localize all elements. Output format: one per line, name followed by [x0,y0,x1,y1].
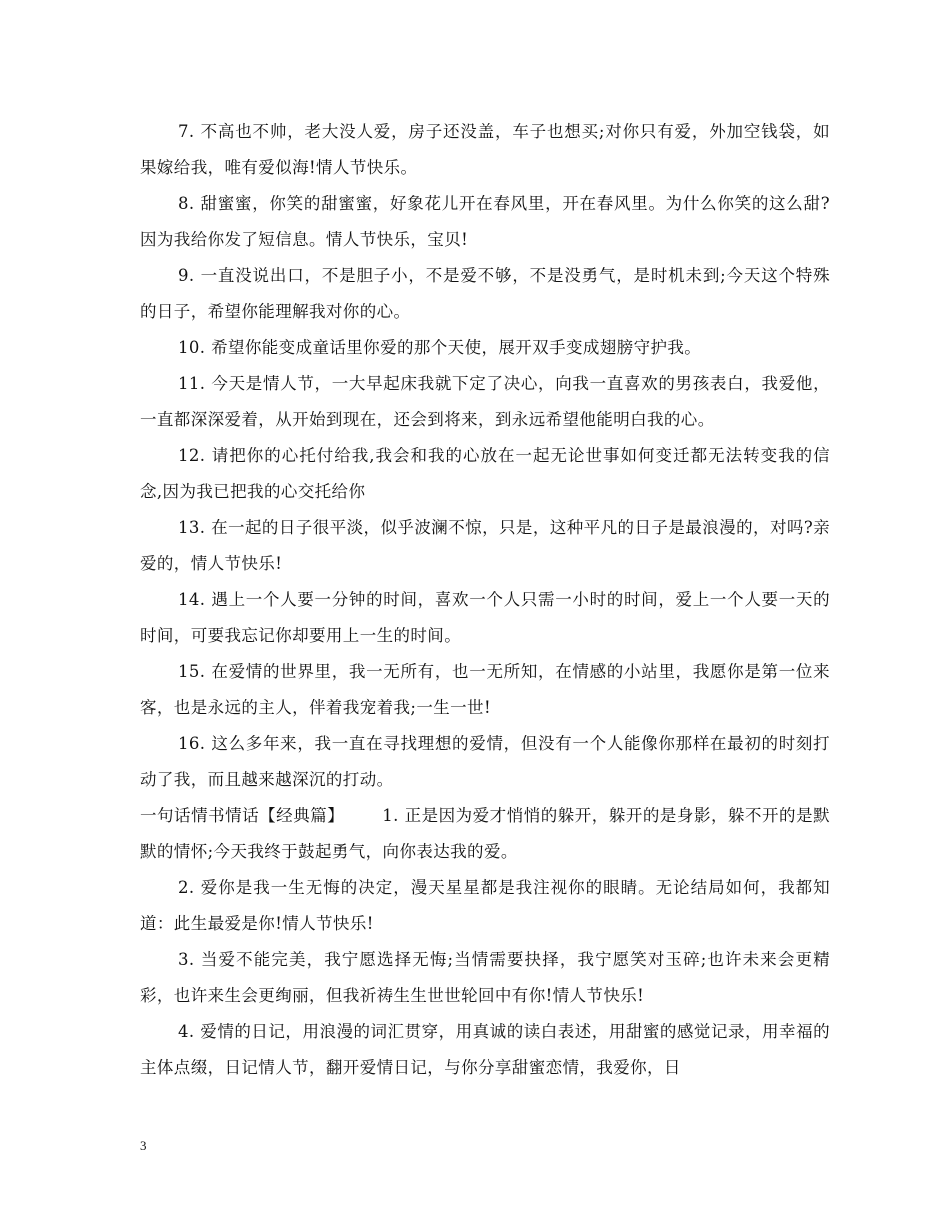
section-item-2: 2. 爱你是我一生无悔的决定，漫天星星都是我注视你的眼睛。无论结局如何，我都知道：此生最爱是你!情人节快乐! [140,878,830,933]
section-intro-paragraph [140,798,830,870]
paragraph-item-16: 16. 这么多年来，我一直在寻找理想的爱情，但没有一个人能像你那样在最初的时刻打动了我，而且越来越深沉的打动。 [140,734,830,789]
document-body [140,114,830,1086]
paragraph-item-12: 12. 请把你的心托付给我,我会和我的心放在一起无论世事如何变迁都无法转变我的信念,因为我已把我的心交托给你 [140,446,830,501]
section-item-1: 1. 正是因为爱才悄悄的躲开，躲开的是身影，躲不开的是默默的情怀;今天我终于鼓起勇气，向你表达我的爱。 [140,806,830,861]
section-item-4: 4. 爱情的日记，用浪漫的词汇贯穿，用真诚的读白表述，用甜蜜的感觉记录，用幸福的主体点缀，日记情人节，翻开爱情日记，与你分享甜蜜恋情，我爱你，日 [140,1022,830,1077]
paragraph-item-11: 11. 今天是情人节，一大早起床我就下定了决心，向我一直喜欢的男孩表白，我爱他，一直都深深爱着，从开始到现在，还会到将来，到永远希望他能明白我的心。 [140,374,830,429]
paragraph-item-13: 13. 在一起的日子很平淡，似乎波澜不惊，只是，这种平凡的日子是最浪漫的，对吗?亲爱的，情人节快乐! [140,518,830,573]
paragraph-item-15: 15. 在爱情的世界里，我一无所有，也一无所知，在情感的小站里，我愿你是第一位来客，也是永远的主人，伴着我宠着我;一生一世! [140,662,830,717]
paragraph-item-9: 9. 一直没说出口，不是胆子小，不是爱不够，不是没勇气，是时机未到;今天这个特殊的日子，希望你能理解我对你的心。 [140,266,830,321]
paragraph-item-8: 8. 甜蜜蜜，你笑的甜蜜蜜，好象花儿开在春风里，开在春风里。为什么你笑的这么甜?因为我给你发了短信息。情人节快乐，宝贝! [140,194,830,249]
page-number: 3 [140,1138,147,1153]
paragraph-item-10: 10. 希望你能变成童话里你爱的那个天使，展开双手变成翅膀守护我。 [178,338,702,357]
paragraph-item-14: 14. 遇上一个人要一分钟的时间，喜欢一个人只需一小时的时间，爱上一个人要一天的时间，可要我忘记你却要用上一生的时间。 [140,590,830,645]
paragraph-item-7: 7. 不高也不帅，老大没人爱，房子还没盖，车子也想买;对你只有爱，外加空钱袋，如果嫁给我，唯有爱似海!情人节快乐。 [140,122,830,177]
section-item-3: 3. 当爱不能完美，我宁愿选择无悔;当情需要抉择，我宁愿笑对玉碎;也许未来会更精彩，也许来生会更绚丽，但我祈祷生生世世轮回中有你!情人节快乐! [140,950,830,1005]
section-heading: 一句话情书情话【经典篇】 [140,806,345,825]
